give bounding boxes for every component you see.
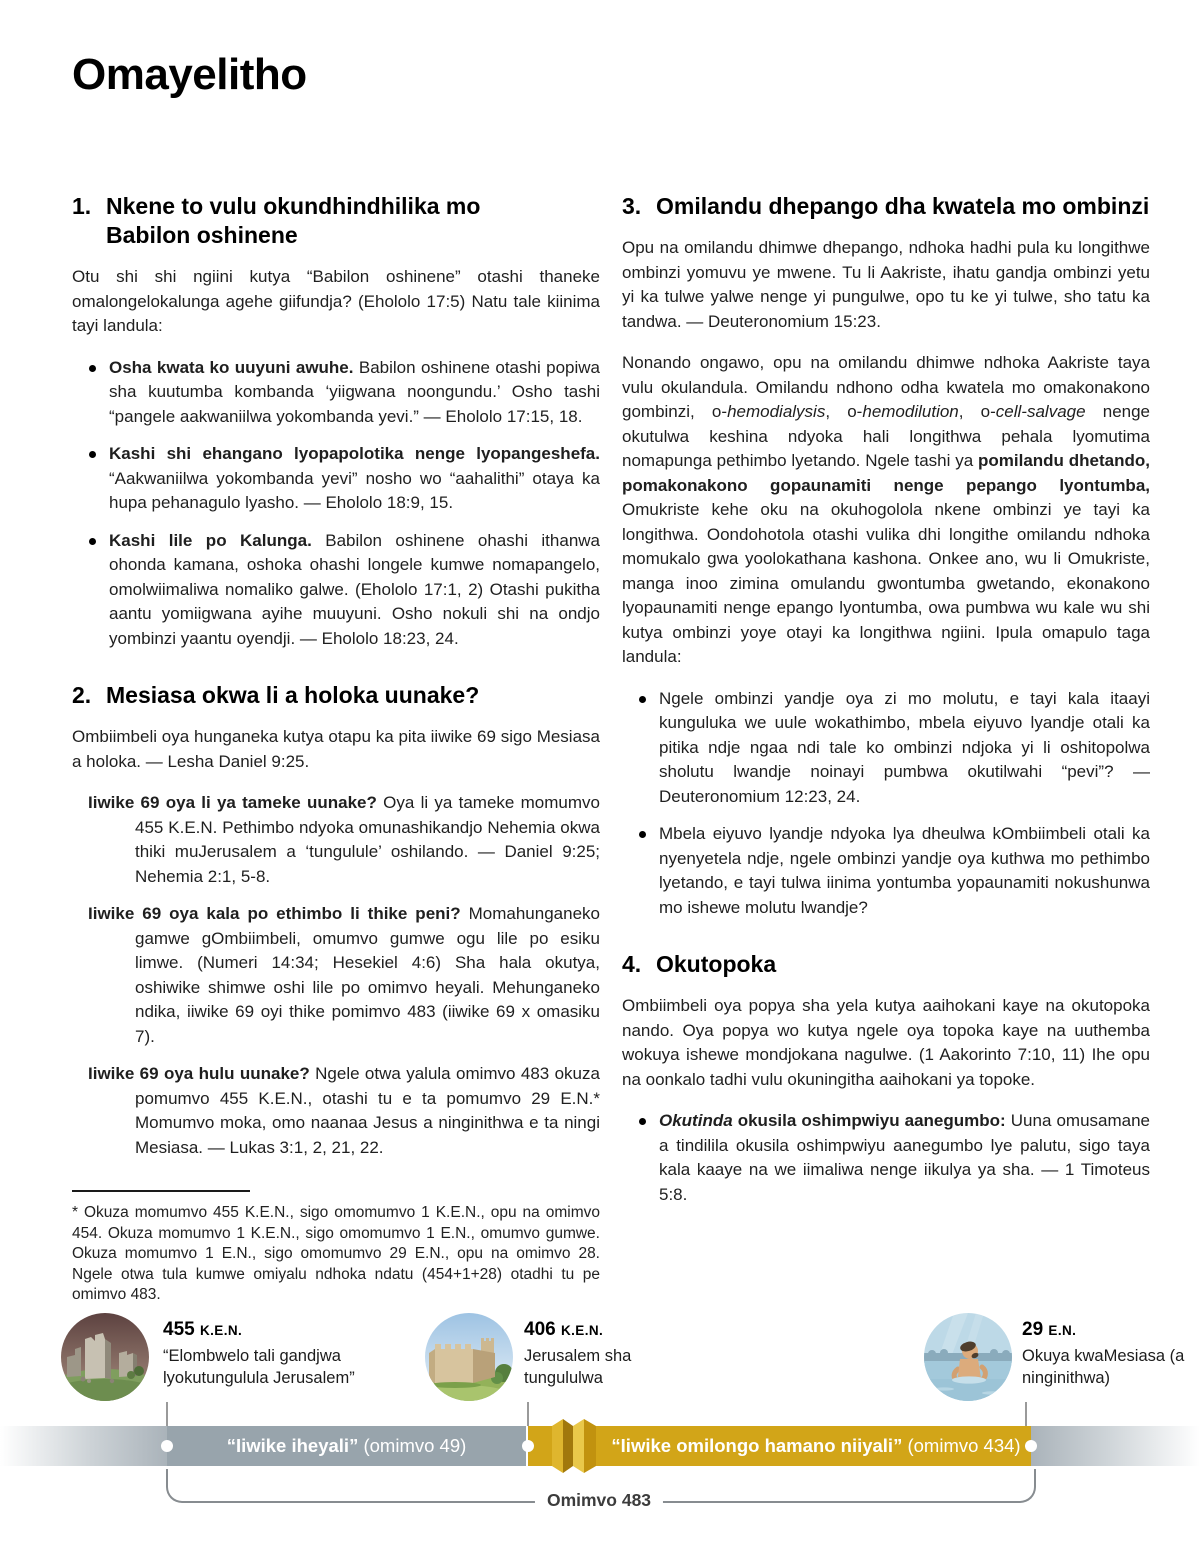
list-item	[88, 442, 600, 516]
section-number: 2.	[72, 682, 92, 708]
section-number: 1.	[72, 193, 92, 219]
column-left	[72, 192, 600, 1306]
italic-term: hemodilution	[862, 402, 959, 421]
timeline-bar-fade-left	[0, 1426, 167, 1466]
bar-label-rest: (omimvo 49)	[358, 1434, 467, 1456]
event-caption: “Elombwelo tali gandjwa lyokutungulula Jerusalem”	[163, 1346, 355, 1387]
section-1-intro: Otu shi shi ngiini kutya “Babilon oshinene” otashi thaneke omalongelokalunga agehe giifundja? (Ehololo 17:5) Natu tale kiinima tayi landula:	[72, 267, 600, 335]
section-4	[622, 950, 1150, 1207]
tick-29	[1025, 1402, 1027, 1426]
bullet-lead: Osha kwata ko uuyuni awuhe.	[109, 357, 354, 377]
question: Iiwike 69 oya kala po ethimbo li thike peni?	[88, 904, 461, 923]
era-label: K.E.N.	[560, 1322, 604, 1338]
italic-term: hemodialysis	[727, 402, 826, 421]
timeline-dot-455	[161, 1440, 173, 1452]
event-label-29	[1022, 1318, 1200, 1389]
footnote-text: * Okuza momumvo 455 K.E.N., sigo omomumvo 1 K.E.N., opu na omimvo 454. Okuza momumvo 1 K.E.N., sigo omomumvo 1 E.N., omumvo gumwe. Okuza momumvo 1 E.N., sigo omomumvo 29 E.N., opu na omimvo 28. Ngele otwa tula kumwe omiyalu ndhoka ndatu (454+1+28) otadhi tu pe omimvo 483.	[72, 1204, 600, 1303]
question-answer	[88, 902, 600, 1049]
year-number: 406	[524, 1318, 556, 1340]
timeline-dot-29	[1025, 1440, 1037, 1452]
jerusalem-rebuilt-illustration	[425, 1313, 513, 1401]
bullet-text: Ngele ombinzi yandje oya zi mo molutu, e tayi kala itaayi kunguluka we uule wokathimbo, mbela eiyuvo lyandje otali ka pitika ndje ngaa ndi tale ko ombinzi ndjoka yi li oshitopolwa sholutu lwandje noinayi pumbwa okutilwahi “pevi”? — Deuteronomium 12:23, 24.	[659, 688, 1150, 806]
total-years-label: Omimvo 483	[535, 1489, 663, 1510]
time-break-fold-icon	[552, 1418, 600, 1474]
bar-label-quote: “Iiwike iheyali”	[226, 1434, 359, 1456]
question: Iiwike 69 oya li ya tameke uunake?	[88, 793, 377, 812]
section-number: 3.	[622, 193, 642, 219]
jerusalem-rebuilt-walls-image	[425, 1313, 513, 1401]
section-2-intro: Ombiimbeli oya hunganeka kutya otapu ka pita iiwike 69 sigo Mesiasa a holoka. — Lesha Daniel 9:25.	[72, 727, 600, 771]
question-answer	[88, 791, 600, 889]
bullet-text: Babilon oshinene ohashi ithanwa ohonda kamana, oshoka ohashi longele kumwe nomapangelo, omolwiimaliwa nomaliko galwe. (Ehololo 17:1, 2) Otashi pukitha aantu yomiigwana ayihe muuyuni. Osho nokuli shi na ondjo yombinzi yaantu oyendji. — Ehololo 18:23, 24.	[109, 530, 601, 648]
event-year	[1022, 1318, 1200, 1342]
section-title: Nkene to vulu okundhindhilika mo Babilon oshinene	[106, 193, 481, 248]
column-right	[622, 192, 1150, 1237]
messiah-baptism-image	[924, 1313, 1012, 1401]
footnote-divider	[72, 1190, 250, 1192]
answer: Momahunganeko gamwe gOmbiimbeli, omumvo gumwe ogu lile po esiku limwe. (Numeri 14:34; Hesekiel 4:6) Sha hala okutya, oshiwike shimwe oshi lile po omimvo heyali. Mehunganeko ndika, iiwike 69 oyi thike pomimvo 483 (iiwike 69 x omasiku 7).	[135, 904, 600, 1046]
bullet-text: Babilon oshinene otashi popiwa sha kuutumba kombanda ‘yiigwana noongundu.’ Osho tashi “pangele aakwaniilwa yokombanda yevi.” — Ehololo 17:15, 18.	[109, 357, 600, 426]
bullet-lead-bold: okusila oshimpwiyu aanegumbo:	[732, 1111, 1006, 1130]
timeline-dot-406	[522, 1440, 534, 1452]
section-title: Mesiasa okwa li a holoka uunake?	[106, 682, 480, 708]
section-title: Omilandu dhepango dha kwatela mo ombinzi	[656, 193, 1150, 219]
bullet-lead: Kashi lile po Kalunga.	[109, 530, 312, 550]
section-3-bullet-list	[638, 687, 1150, 921]
bullet-text: Mbela eiyuvo lyandje ndyoka lya dheulwa kOmbiimbeli otali ka nyenyetela ndje, ngele ombinzi yandje oya kuthwa mo pethimbo lyetando, e tayi tulwa iinima yontumba yopaunamiti nokushunwa mo ishewe molutu lwandje?	[659, 824, 1150, 917]
question: Iiwike 69 oya hulu uunake?	[88, 1064, 310, 1083]
list-item	[638, 822, 1150, 920]
messiah-baptism-illustration	[924, 1313, 1012, 1401]
text-run: , o-	[825, 402, 863, 421]
bar-label-quote: “Iiwike omilongo hamano niiyali”	[611, 1434, 903, 1456]
text-run: Nonando ongawo, opu na omilandu dhimwe ndhoka Aakriste taya vulu okulandula. Omilandu ndhono odha kwatela mo omakonakono gombinzi, o-	[622, 353, 1150, 421]
section-2	[72, 681, 600, 1160]
event-label-455	[163, 1318, 377, 1389]
section-3-paragraph-1: Opu na omilandu dhimwe dhepango, ndhoka hadhi pula ku longithwe ombinzi yomuvu ye mwene. Tu li Aakriste, ihatu gandja ombinzi yetu yi ka tulwe yalwe nenge yi pungulwe, opo tu ke yi tulwe, sho tatu ka tandwa. — Deuteronomium 15:23.	[622, 238, 1150, 331]
jerusalem-ruins-image	[61, 1313, 149, 1401]
bullet-text: Uuna omusamane a tindilila okusila oshimpwiyu aanegumbo lye palutu, sigo taya kala kaaye na we iimaliwa nenge iikulya ya sha. — 1 Timoteus 5:8.	[659, 1111, 1151, 1204]
era-label: E.N.	[1048, 1322, 1077, 1338]
section-2-heading	[72, 681, 600, 710]
list-item	[88, 356, 600, 430]
section-4-paragraph: Ombiimbeli oya popya sha yela kutya aaihokani kaye na okutopoka nando. Oya popya wo kutya ngele oya topoka kaye na uuthemba wokuya ishewe mondjokana nagulwe. (1 Aakorinto 7:10, 11) Ihe opu na oonkalo tadhi vulu okuningitha aaihokani ya topoke.	[622, 996, 1150, 1089]
section-3-paragraph-2	[622, 351, 1150, 670]
answer: Ngele otwa yalula omimvo 483 okuza pomumvo 455 K.E.N., otashi tu e ta pomumvo 29 E.N.* Momumvo moka, omo naanaa Jesus a ninginithwa e ta ningi Mesiasa. — Lukas 3:1, 2, 21, 22.	[135, 1064, 600, 1157]
event-label-406	[524, 1318, 654, 1389]
bullet-lead: Kashi shi ehangano lyopapolotika nenge lyopangeshefa.	[109, 444, 600, 463]
question-answer	[88, 1062, 600, 1160]
jerusalem-ruins-illustration	[61, 1313, 149, 1401]
gold-bar-label	[606, 1426, 1026, 1466]
event-caption: Okuya kwaMesiasa (a ninginithwa)	[1022, 1346, 1185, 1387]
gray-bar-label	[167, 1426, 526, 1466]
section-number: 4.	[622, 951, 642, 977]
event-caption: Jerusalem sha tungululwa	[524, 1346, 632, 1387]
event-year	[163, 1318, 377, 1342]
bar-label-rest: (omimvo 434)	[902, 1434, 1021, 1456]
answer: Oya li ya tameke momumvo 455 K.E.N. Pethimbo ndyoka omunashikandjo Nehemia okwa thiki muJerusalem a ‘tungulule’ oshilando. — Daniel 9:25; Nehemia 2:1, 5-8.	[135, 793, 600, 886]
section-4-heading	[622, 950, 1150, 979]
section-1-heading	[72, 192, 600, 250]
section-1	[72, 192, 600, 651]
bold-phrase: pomilandu dhetando, pomakonakono gopaunamiti nenge pepango lyontumba,	[622, 451, 1150, 495]
tick-455	[166, 1402, 168, 1426]
text-run: nenge okutulwa keshina ndyoka hali longithwa pehala lyomutima nomapunga pethimbo lyetando. Ngele tashi ya	[622, 402, 1151, 470]
section-4-bullet-list	[638, 1109, 1150, 1207]
two-column-layout	[72, 192, 1150, 1306]
section-title: Okutopoka	[656, 951, 777, 977]
year-number: 455	[163, 1318, 195, 1340]
list-item	[638, 1109, 1150, 1207]
bullet-text: “Aakwaniilwa yokombanda yevi” nosho wo “aahalithi” otaya ka hupa pehanagulo lyasho. — Ehololo 18:9, 15.	[109, 468, 600, 512]
list-item	[88, 529, 600, 652]
timeline	[0, 1306, 1200, 1543]
text-run: Omukriste kehe oku na okuhogolola nkene ombinzi ye tayi ka longithwa. Oondohotola otashi vulika dhi longithe omilandu ndhoka momukalo gwa yoolokathana kashona. Onkee ano, wu li Omukriste, manga inoo zimina omulandu gwontumba gwetando, ekonakono lyopaunamiti nenge epango lyontumba, owa pumbwa wu kale wu shi kutya ombinzi yoye otayi ka longithwa ngiini. Ipula omapulo taga landula:	[622, 500, 1150, 666]
year-number: 29	[1022, 1318, 1044, 1340]
page-title: Omayelitho	[72, 50, 307, 99]
text-run: , o-	[958, 402, 996, 421]
tick-406	[527, 1402, 529, 1426]
section-3	[622, 192, 1150, 920]
event-year	[524, 1318, 654, 1342]
section-3-heading	[622, 192, 1150, 221]
italic-term: cell-salvage	[995, 402, 1086, 421]
list-item	[638, 687, 1150, 810]
bullet-lead-italic: Okutinda	[659, 1111, 733, 1130]
era-label: K.E.N.	[199, 1322, 243, 1338]
section-1-bullet-list	[88, 356, 600, 652]
timeline-bar-fade-right	[1031, 1426, 1200, 1466]
